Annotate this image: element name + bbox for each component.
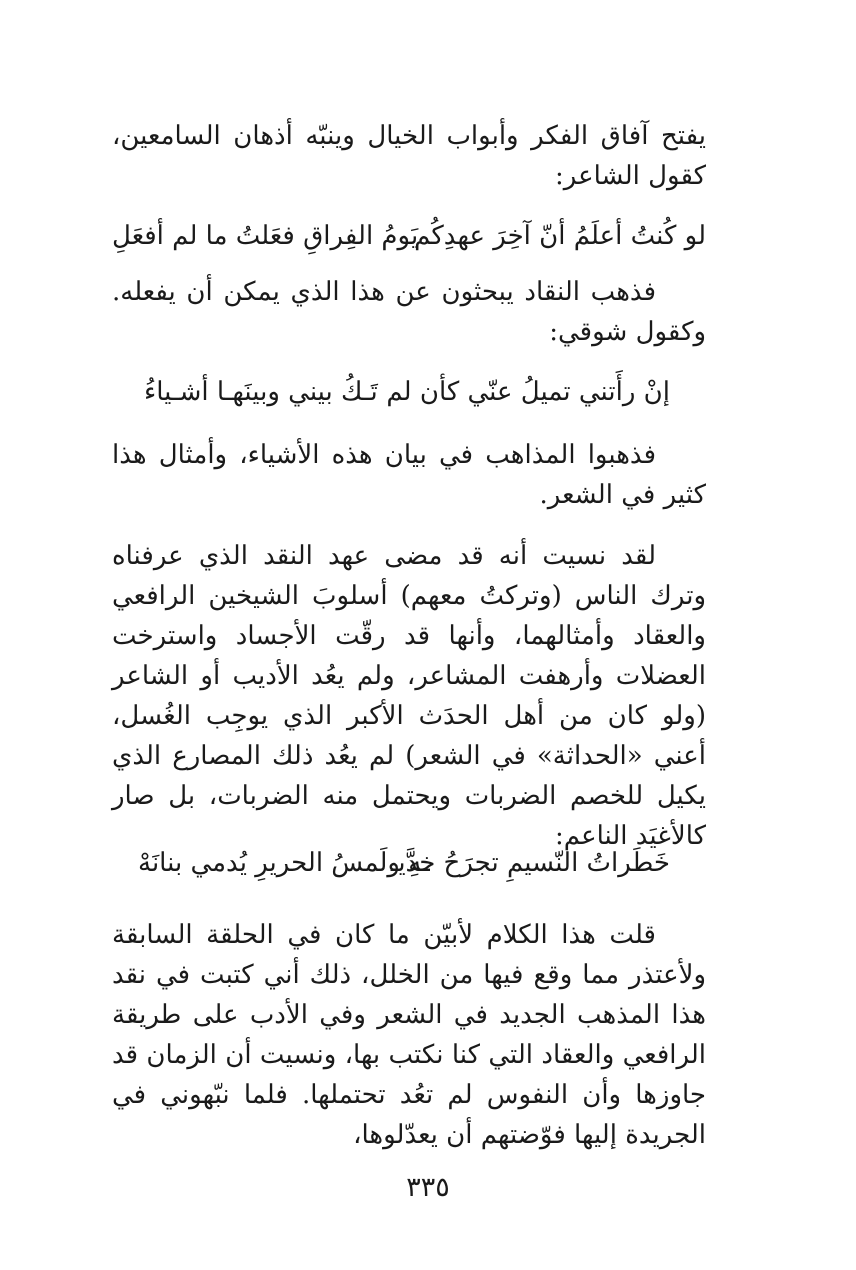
verse-2-second-hemistich: تَـكُ بيني وبينَهـا أشـياءُ: [144, 377, 378, 407]
verse-line-3: [112, 843, 706, 883]
paragraph-schools: فذهبوا المذاهب في بيان هذه الأشياء، وأمثال هذا كثير في الشعر.: [112, 440, 706, 510]
paragraph-apology: قلت هذا الكلام لأبيّن ما كان في الحلقة السابقة ولأعتذر مما وقع فيها من الخلل، ذلك أني كتبت في نقد هذا المذهب الجديد في الشعر وفي الأدب على طريقة الرافعي والعقاد التي كنا نكتب بها، ونسيت أن الزمان قد جاوزها وأن النفوس لم تعُد تحتملها. فلما نبّهوني في الجريدة إليها فوّضتهم أن يعدّلوها،: [112, 920, 706, 1150]
paragraph-criticism-era: لقد نسيت أنه قد مضى عهد النقد الذي عرفناه وترك الناس (وتركتُ معهم) أسلوبَ الشيخين الرافعي والعقاد وأمثالهما، وأنها قد رقّت الأجساد واسترخت العضلات وأرهفت المشاعر، ولم يعُد الأديب أو الشاعر (ولو كان من أهل الحدَث الأكبر الذي يوجِب الغُسل، أعني «الحداثة» في الشعر) لم يعُد ذلك المصارع الذي يكيل للخصم الضربات ويحتمل منه الضربات، بل صار كالأغيَد الناعم:: [112, 541, 706, 851]
verse-1-first-hemistich: لو كُنتُ أعلَمُ أنّ آخِرَ عهدِكُم: [414, 221, 706, 251]
verse-1-second-hemistich: يَومُ الفِراقِ فعَلتُ ما لم أفعَلِ: [112, 221, 419, 251]
paragraph-intro: يفتح آفاق الفكر وأبواب الخيال وينبّه أذهان السامعين، كقول الشاعر:: [112, 121, 706, 191]
verse-2-first-hemistich: إنْ رأَتني تميلُ عنّي كأن لم: [386, 377, 670, 407]
page-number: ٣٣٥: [406, 1172, 450, 1203]
verse-3-second-hemistich: ـهِ ولَمسُ الحريرِ يُدمي بنانَهْ: [138, 848, 430, 878]
verse-line-1: [112, 216, 706, 256]
paragraph-critics: فذهب النقاد يبحثون عن هذا الذي يمكن أن يفعله. وكقول شوقي:: [112, 277, 706, 347]
verse-3-first-hemistich: خَطَراتُ النّسيمِ تجرَحُ خدَّيـ: [390, 848, 670, 878]
verse-line-2: [112, 372, 706, 412]
